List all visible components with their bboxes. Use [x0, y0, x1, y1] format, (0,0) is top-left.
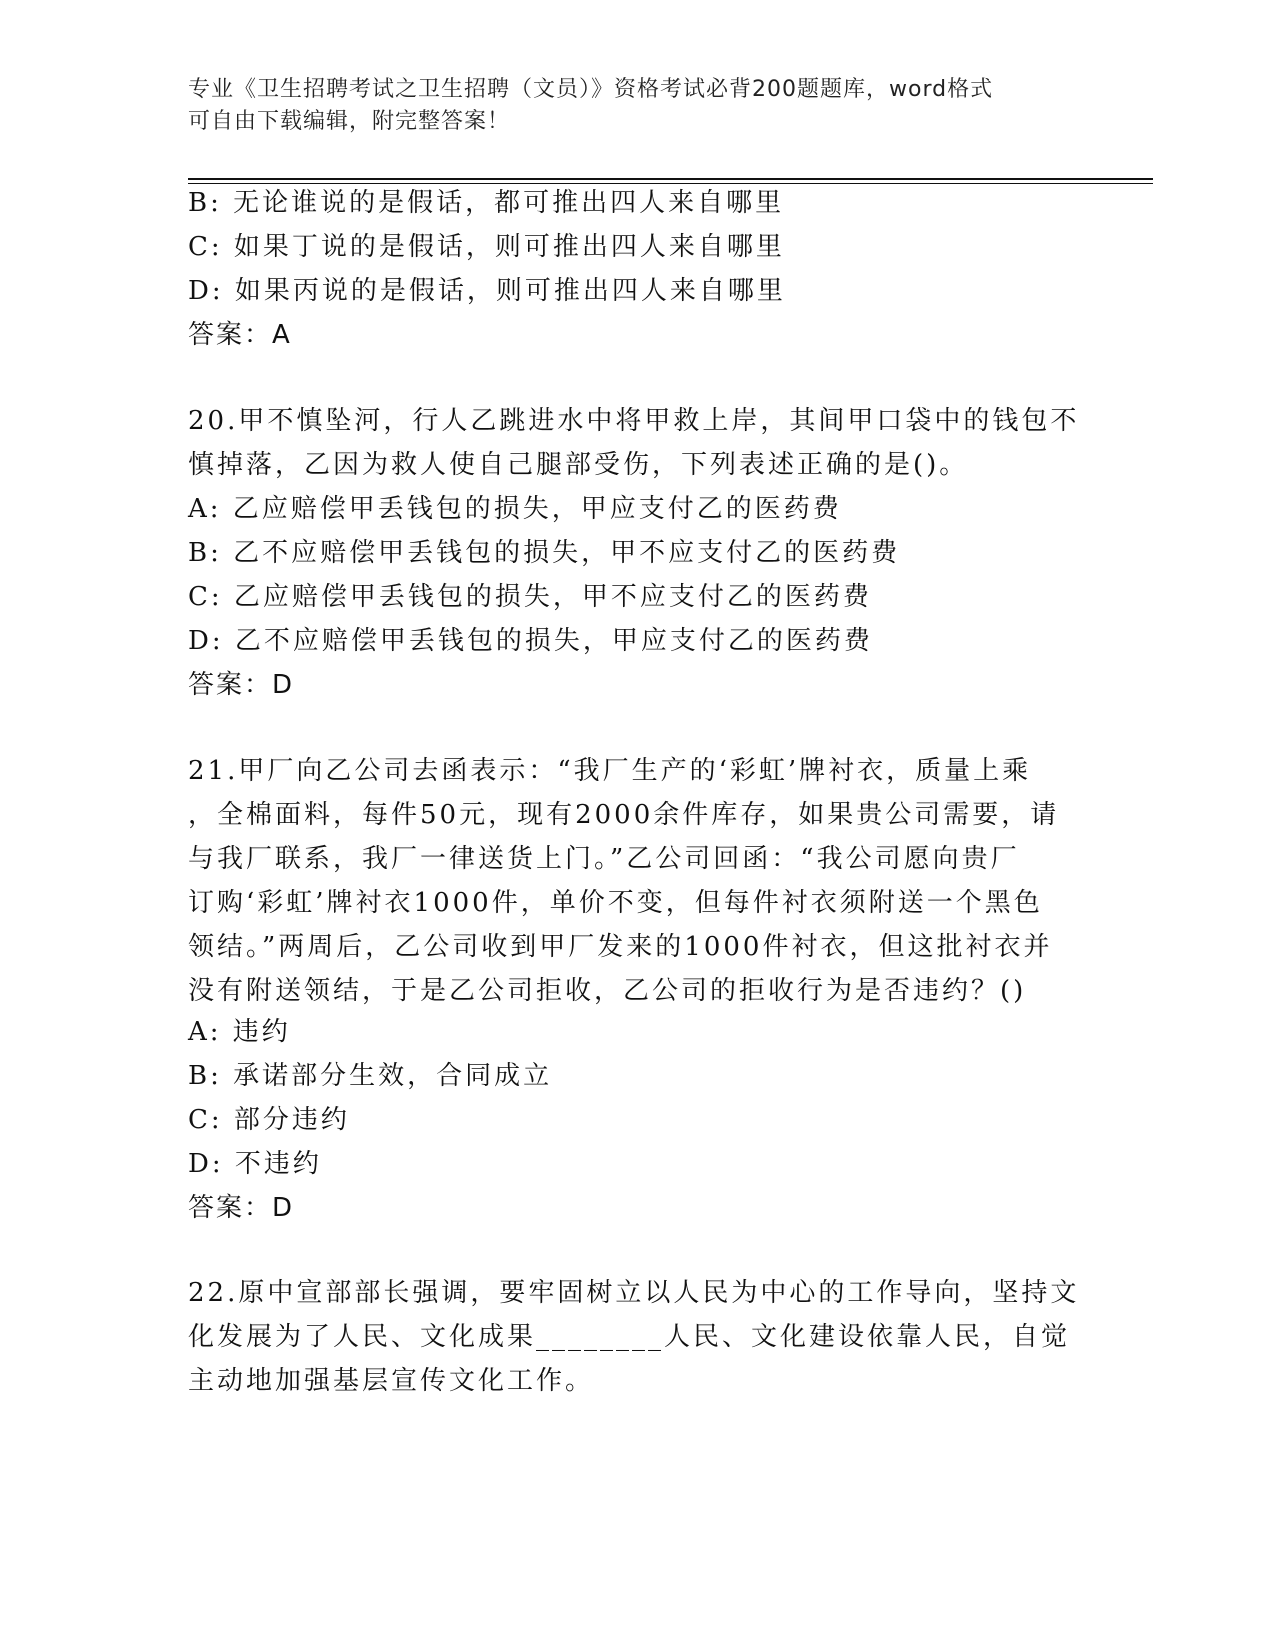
q19-option-c: C: 如果丁说的是假话，则可推出四人来自哪里 — [188, 232, 785, 262]
q21-stem-line-5: 领结。”两周后，乙公司收到甲厂发来的1000件衬衣，但这批衬衣并 — [188, 932, 1053, 962]
q19-answer: 答案：A — [188, 320, 292, 350]
q21-stem-line-3: 与我厂联系，我厂一律送货上门。”乙公司回函：“我公司愿向贵厂 — [188, 844, 1020, 874]
q20-option-c: C: 乙应赔偿甲丢钱包的损失，甲不应支付乙的医药费 — [188, 582, 872, 612]
q19-option-b: B: 无论谁说的是假话，都可推出四人来自哪里 — [188, 188, 785, 218]
q21-option-a: A: 违约 — [188, 1017, 291, 1047]
q22-stem-line-2: 化发展为了人民、文化成果________人民、文化建设依靠人民，自觉 — [188, 1322, 1071, 1352]
q22-stem-line-3: 主动地加强基层宣传文化工作。 — [188, 1366, 595, 1396]
q21-stem-line-4: 订购‘彩虹’牌衬衣1000件，单价不变，但每件衬衣须附送一个黑色 — [188, 888, 1043, 918]
q22-stem-line-1: 22.原中宣部部长强调，要牢固树立以人民为中心的工作导向，坚持文 — [188, 1278, 1080, 1308]
q20-stem-line-2: 慎掉落，乙因为救人使自己腿部受伤，下列表述正确的是()。 — [188, 450, 969, 480]
q19-option-d: D: 如果丙说的是假话，则可推出四人来自哪里 — [188, 276, 786, 306]
q21-stem-line-6: 没有附送领结，于是乙公司拒收，乙公司的拒收行为是否违约？() — [188, 976, 1027, 1006]
header-line-1: 专业《卫生招聘考试之卫生招聘（文员）》资格考试必背200题题库，word格式 — [188, 77, 994, 102]
q21-option-c: C: 部分违约 — [188, 1105, 350, 1135]
document-header — [188, 74, 1068, 138]
q21-answer: 答案：D — [188, 1193, 295, 1223]
q21-option-b: B: 承诺部分生效，合同成立 — [188, 1061, 553, 1091]
q20-option-a: A: 乙应赔偿甲丢钱包的损失，甲应支付乙的医药费 — [188, 494, 842, 524]
q21-option-d: D: 不违约 — [188, 1149, 322, 1179]
q20-option-b: B: 乙不应赔偿甲丢钱包的损失，甲不应支付乙的医药费 — [188, 538, 901, 568]
q20-answer: 答案：D — [188, 670, 295, 700]
header-line-2: 可自由下载编辑，附完整答案！ — [188, 109, 511, 134]
q21-stem-line-1: 21.甲厂向乙公司去函表示：“我厂生产的‘彩虹’牌衬衣，质量上乘 — [188, 756, 1032, 786]
q20-stem-line-1: 20.甲不慎坠河，行人乙跳进水中将甲救上岸，其间甲口袋中的钱包不 — [188, 406, 1080, 436]
q21-stem-line-2: ，全棉面料，每件50元，现有2000余件库存，如果贵公司需要，请 — [188, 800, 1060, 830]
q20-option-d: D: 乙不应赔偿甲丢钱包的损失，甲应支付乙的医药费 — [188, 626, 873, 656]
